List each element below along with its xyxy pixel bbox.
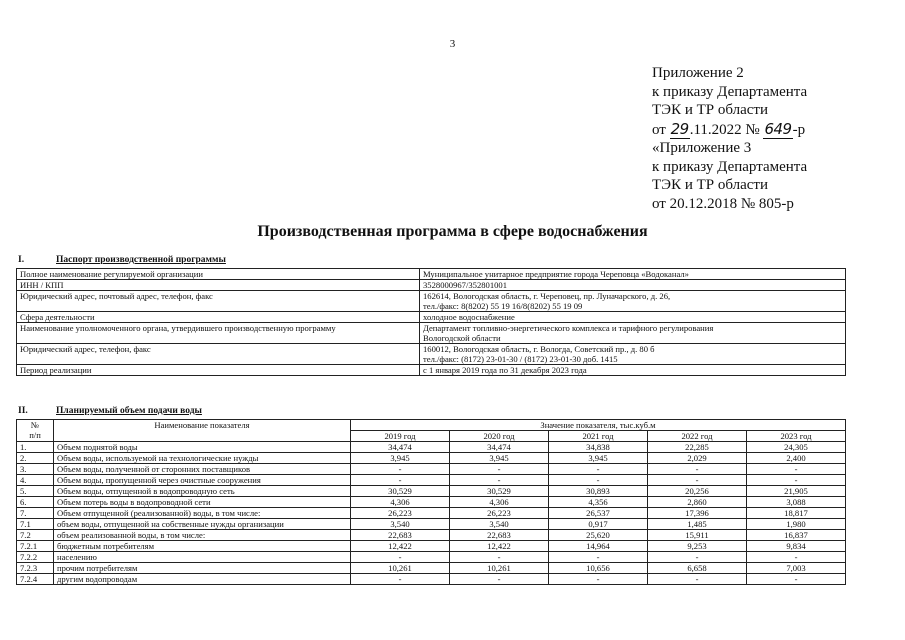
appendix-line-1: Приложение 2 — [652, 65, 744, 81]
row-number: 4. — [17, 475, 54, 486]
section1-number: I. — [18, 255, 25, 265]
indicator-value: 30,529 — [450, 486, 549, 497]
appendix-line-8: от 20.12.2018 № 805-р — [652, 195, 794, 212]
passport-label: Период реализации — [17, 365, 420, 376]
handwritten-order-number: 649 — [764, 119, 792, 138]
indicator-value: 2,029 — [648, 453, 747, 464]
indicator-value: 14,964 — [549, 541, 648, 552]
indicator-value: 9,834 — [747, 541, 846, 552]
page-number: 3 — [449, 38, 456, 50]
table-row — [17, 508, 846, 519]
indicator-value: - — [351, 464, 450, 475]
indicator-value: 20,256 — [648, 486, 747, 497]
passport-value-line: холодное водоснабжение — [423, 312, 515, 322]
indicator-value: - — [549, 574, 648, 585]
passport-label: ИНН / КПП — [17, 280, 420, 291]
indicator-value: 26,223 — [450, 508, 549, 519]
passport-value-line-2: тел./факс: 8(8202) 55 19 16/8(8202) 55 19 09 — [423, 301, 583, 311]
appendix-line-5: «Приложение 3 — [652, 140, 752, 156]
indicator-value: - — [648, 552, 747, 563]
indicator-value: 12,422 — [351, 541, 450, 552]
indicator-value: - — [648, 574, 747, 585]
passport-value-line: с 1 января 2019 года по 31 декабря 2023 года — [423, 365, 587, 375]
row-number: 7.1 — [17, 519, 54, 530]
indicator-value: 18,817 — [747, 508, 846, 519]
row-number: 7.2.1 — [17, 541, 54, 552]
indicator-value: - — [747, 464, 846, 475]
indicator-name: Объем воды, полученной от сторонних поставщиков — [54, 464, 351, 475]
row-number: 7.2.2 — [17, 552, 54, 563]
handwritten-day: 29 — [670, 119, 689, 138]
passport-row — [17, 312, 846, 323]
year-header: 2022 год — [648, 431, 747, 442]
indicator-value: 1,980 — [747, 519, 846, 530]
indicator-value: - — [747, 475, 846, 486]
indicator-value: - — [351, 552, 450, 563]
indicator-value: - — [351, 475, 450, 486]
table-row — [17, 574, 846, 585]
passport-value — [420, 280, 846, 291]
passport-value — [420, 344, 846, 365]
indicator-value: 12,422 — [450, 541, 549, 552]
indicator-value: 34,838 — [549, 442, 648, 453]
indicator-value: 3,945 — [450, 453, 549, 464]
indicator-value: - — [450, 475, 549, 486]
indicator-value: - — [549, 464, 648, 475]
indicator-value: 3,540 — [450, 519, 549, 530]
row-number: 6. — [17, 497, 54, 508]
indicator-value: 22,683 — [351, 530, 450, 541]
passport-label: Наименование уполномоченного органа, утвердившего производственную программу — [17, 323, 420, 344]
passport-value-line-2: тел./факс: (8172) 23-01-30 / (8172) 23-01-30 доб. 1415 — [423, 354, 618, 364]
passport-row — [17, 323, 846, 344]
indicator-value: - — [648, 475, 747, 486]
indicator-value: 7,003 — [747, 563, 846, 574]
passport-value-line-2: Вологодской области — [423, 333, 501, 343]
appendix-date-middle: .11.2022 № — [689, 121, 760, 138]
indicator-name: населению — [54, 552, 351, 563]
row-number: 7.2.3 — [17, 563, 54, 574]
appendix-line-4 — [652, 120, 892, 140]
appendix-date-suffix: -р — [792, 121, 806, 138]
table-row — [17, 442, 846, 453]
indicator-value: - — [450, 464, 549, 475]
passport-table — [16, 268, 846, 376]
header-indicator-value: Значение показателя, тыс.куб.м — [351, 420, 846, 431]
year-header: 2020 год — [450, 431, 549, 442]
indicator-name: объем реализованной воды, в том числе: — [54, 530, 351, 541]
passport-row — [17, 269, 846, 280]
indicator-name: другим водопроводам — [54, 574, 351, 585]
appendix-line-7: ТЭК и ТР области — [652, 177, 768, 193]
section2-title: Планируемый объем подачи воды — [56, 406, 202, 416]
table-row — [17, 486, 846, 497]
indicator-name: объем воды, отпущенной на собственные нужды организации — [54, 519, 351, 530]
indicator-name: Объем воды, отпущенной в водопроводную сеть — [54, 486, 351, 497]
passport-row — [17, 344, 846, 365]
indicator-value: 4,356 — [549, 497, 648, 508]
header-indicator-name: Наименование показателя — [54, 420, 351, 442]
indicator-value: 26,223 — [351, 508, 450, 519]
indicator-value: 0,917 — [549, 519, 648, 530]
passport-label: Юридический адрес, почтовый адрес, телефон, факс — [17, 291, 420, 312]
header-pp-label: п/п — [29, 430, 41, 440]
passport-value — [420, 269, 846, 280]
indicator-value: 9,253 — [648, 541, 747, 552]
indicator-value: 3,540 — [351, 519, 450, 530]
indicator-value: - — [450, 552, 549, 563]
passport-value-line: Муниципальное унитарное предприятие города Череповца «Водоканал» — [423, 269, 689, 279]
header-row-number — [17, 420, 54, 442]
indicator-value: 4,306 — [351, 497, 450, 508]
passport-value — [420, 323, 846, 344]
indicator-value: 15,911 — [648, 530, 747, 541]
row-number: 7.2.4 — [17, 574, 54, 585]
indicator-name: Объем воды, используемой на технологические нужды — [54, 453, 351, 464]
indicator-value: 10,261 — [450, 563, 549, 574]
row-number: 7.2 — [17, 530, 54, 541]
indicator-value: 26,537 — [549, 508, 648, 519]
indicator-value: 3,945 — [549, 453, 648, 464]
passport-value-line: 162614, Вологодская область, г. Череповец, пр. Луначарского, д. 26, — [423, 291, 671, 301]
table-row — [17, 453, 846, 464]
indicator-name: Объем отпущенной (реализованной) воды, в том числе: — [54, 508, 351, 519]
indicator-value: 30,893 — [549, 486, 648, 497]
passport-value-line: 160012, Вологодская область, г. Вологда, Советский пр., д. 80 б — [423, 344, 655, 354]
table-row — [17, 541, 846, 552]
indicator-value: - — [450, 574, 549, 585]
indicator-value: 30,529 — [351, 486, 450, 497]
indicator-value: 3,945 — [351, 453, 450, 464]
indicator-value: 3,088 — [747, 497, 846, 508]
year-header: 2023 год — [747, 431, 846, 442]
row-number: 3. — [17, 464, 54, 475]
table-row — [17, 519, 846, 530]
passport-value — [420, 365, 846, 376]
indicator-value: 34,474 — [351, 442, 450, 453]
indicator-value: 10,261 — [351, 563, 450, 574]
year-header: 2019 год — [351, 431, 450, 442]
indicator-value: 6,658 — [648, 563, 747, 574]
indicator-value: 21,905 — [747, 486, 846, 497]
passport-value-line: 3528000967/352801001 — [423, 280, 508, 290]
indicator-value: 4,306 — [450, 497, 549, 508]
table-row — [17, 475, 846, 486]
indicator-value: 24,305 — [747, 442, 846, 453]
indicator-value: - — [648, 464, 747, 475]
appendix-line-2: к приказу Департамента — [652, 83, 808, 100]
indicator-value: 17,396 — [648, 508, 747, 519]
row-number: 2. — [17, 453, 54, 464]
indicator-name: Объем потерь воды в водопроводной сети — [54, 497, 351, 508]
indicator-value: 22,683 — [450, 530, 549, 541]
row-number: 5. — [17, 486, 54, 497]
indicator-value: 10,656 — [549, 563, 648, 574]
row-number: 7. — [17, 508, 54, 519]
section1-heading — [18, 255, 226, 265]
passport-label: Юридический адрес, телефон, факс — [17, 344, 420, 365]
passport-label: Полное наименование регулируемой организации — [17, 269, 420, 280]
table-row — [17, 552, 846, 563]
header-no-label: № — [30, 420, 40, 430]
section2-heading — [18, 406, 202, 416]
indicator-value: 16,837 — [747, 530, 846, 541]
appendix-date-prefix: от — [652, 121, 666, 138]
water-volume-table — [16, 419, 846, 585]
table-row — [17, 464, 846, 475]
passport-value — [420, 312, 846, 323]
year-header: 2021 год — [549, 431, 648, 442]
indicator-name: Объем поднятой воды — [54, 442, 351, 453]
passport-value — [420, 291, 846, 312]
appendix-line-6: к приказу Департамента — [652, 158, 808, 175]
passport-label: Сфера деятельности — [17, 312, 420, 323]
indicator-value: 22,285 — [648, 442, 747, 453]
indicator-name: прочим потребителям — [54, 563, 351, 574]
passport-row — [17, 280, 846, 291]
indicator-value: 2,860 — [648, 497, 747, 508]
indicator-value: 2,400 — [747, 453, 846, 464]
passport-value-line: Департамент топливно-энергетического комплекса и тарифного регулирования — [423, 323, 714, 333]
indicator-value: - — [549, 475, 648, 486]
document-title: Производственная программа в сфере водоснабжения — [257, 223, 648, 240]
indicator-value: 25,620 — [549, 530, 648, 541]
indicator-value: - — [747, 552, 846, 563]
indicator-name: Объем воды, пропущенной через очистные сооружения — [54, 475, 351, 486]
indicator-value: 34,474 — [450, 442, 549, 453]
table-row — [17, 530, 846, 541]
table-header-row — [17, 420, 846, 431]
section2-number: II. — [18, 406, 28, 416]
appendix-line-3: ТЭК и ТР области — [652, 102, 768, 118]
table-row — [17, 497, 846, 508]
row-number: 1. — [17, 442, 54, 453]
appendix-block — [652, 64, 892, 213]
table-row — [17, 563, 846, 574]
indicator-value: 1,485 — [648, 519, 747, 530]
passport-row — [17, 365, 846, 376]
indicator-value: - — [747, 574, 846, 585]
section1-title: Паспорт производственной программы — [56, 255, 226, 265]
indicator-name: бюджетным потребителям — [54, 541, 351, 552]
indicator-value: - — [351, 574, 450, 585]
indicator-value: - — [549, 552, 648, 563]
passport-row — [17, 291, 846, 312]
